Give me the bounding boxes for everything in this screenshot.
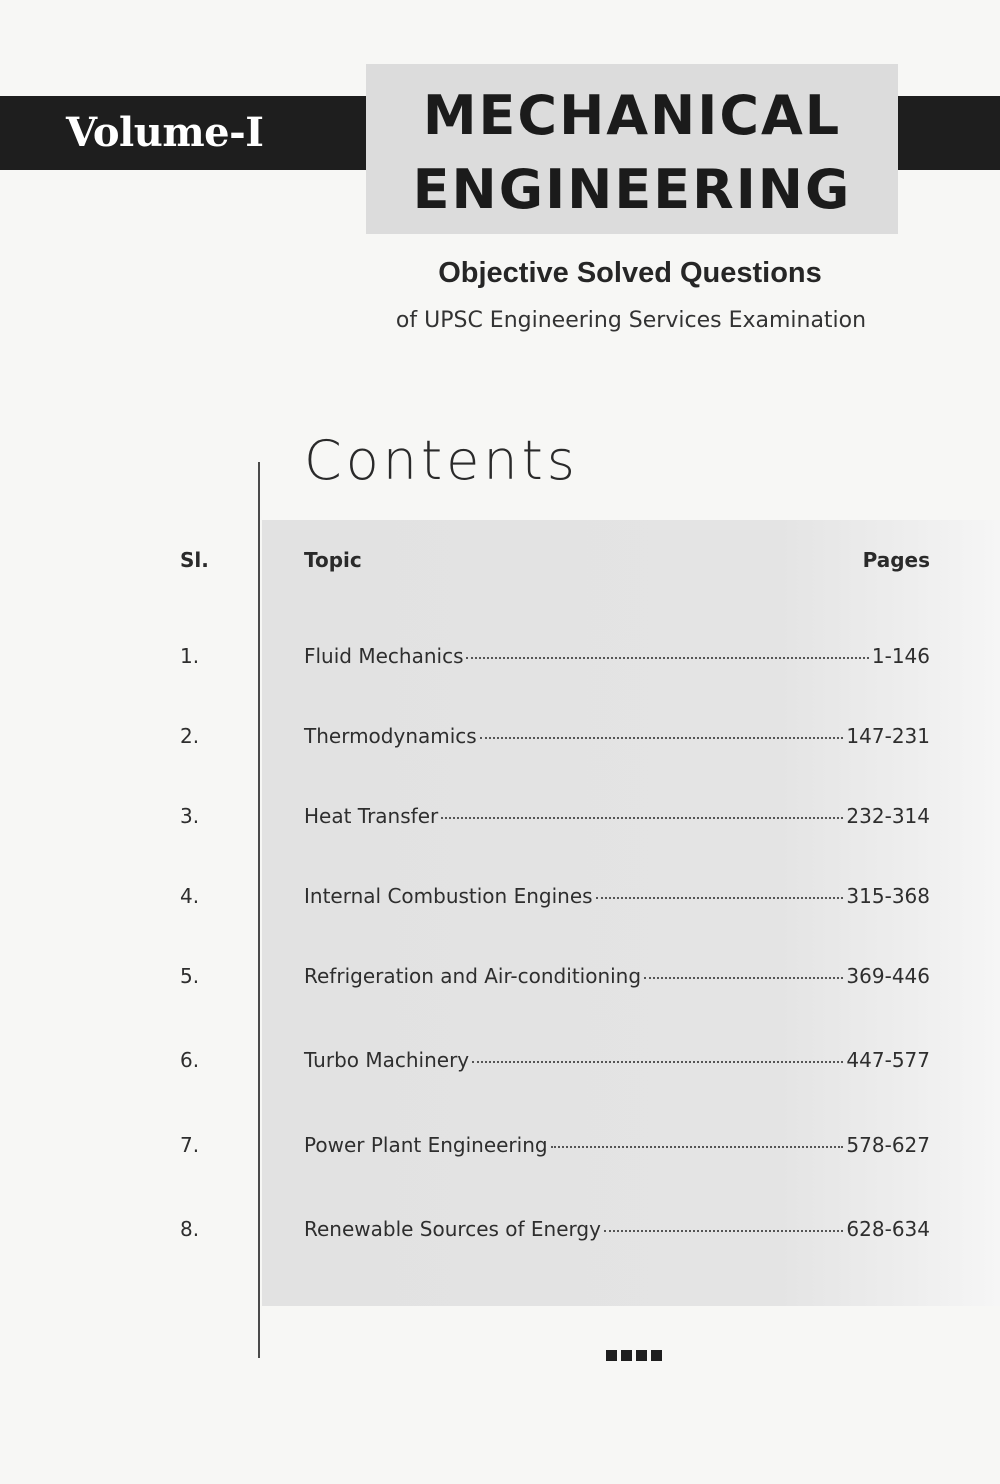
- dot-leader: [466, 657, 868, 659]
- toc-row: [0, 1212, 1000, 1246]
- toc-topic: Refrigeration and Air-conditioning: [304, 964, 642, 988]
- contents-heading: Contents: [304, 429, 579, 492]
- subtitle: Objective Solved Questions: [438, 257, 822, 289]
- toc-topic: Internal Combustion Engines: [304, 884, 593, 908]
- dot-leader: [596, 897, 844, 899]
- toc-entry: [304, 799, 930, 833]
- toc-pages: 147-231: [846, 724, 930, 748]
- subtitle-secondary: of UPSC Engineering Services Examination: [395, 308, 867, 333]
- toc-pages: 232-314: [846, 804, 930, 828]
- dot-leader: [604, 1230, 843, 1232]
- column-header-topic: Topic: [304, 548, 362, 572]
- toc-entry: [304, 1043, 930, 1077]
- dot-leader: [551, 1146, 844, 1148]
- dot-leader: [441, 817, 843, 819]
- toc-number: 2.: [180, 724, 200, 748]
- toc-number: 4.: [180, 884, 200, 908]
- toc-entry: [304, 879, 930, 913]
- book-title-line2: ENGINEERING: [412, 158, 852, 221]
- column-header-sl: Sl.: [180, 548, 209, 572]
- end-mark-square: [621, 1350, 632, 1361]
- toc-pages: 1-146: [871, 644, 930, 668]
- toc-entry: [304, 719, 930, 753]
- toc-entry: [304, 1212, 930, 1246]
- dot-leader: [480, 737, 844, 739]
- book-title-line1: MECHANICAL: [422, 84, 842, 147]
- toc-number: 7.: [180, 1133, 200, 1157]
- toc-number: 3.: [180, 804, 200, 828]
- toc-pages: 628-634: [846, 1217, 930, 1241]
- toc-pages: 369-446: [846, 964, 930, 988]
- toc-topic: Fluid Mechanics: [304, 644, 464, 668]
- dot-leader: [472, 1061, 843, 1063]
- toc-row: [0, 639, 1000, 673]
- contents-panel: [262, 520, 1000, 1306]
- toc-row: [0, 799, 1000, 833]
- toc-entry: [304, 1128, 930, 1162]
- toc-row: [0, 1128, 1000, 1162]
- toc-number: 1.: [180, 644, 200, 668]
- toc-entry: [304, 959, 930, 993]
- toc-topic: Renewable Sources of Energy: [304, 1217, 601, 1241]
- toc-topic: Heat Transfer: [304, 804, 439, 828]
- toc-number: 6.: [180, 1048, 200, 1072]
- toc-row: [0, 719, 1000, 753]
- toc-entry: [304, 639, 930, 673]
- column-header-pages: Pages: [862, 548, 930, 572]
- toc-topic: Thermodynamics: [304, 724, 477, 748]
- toc-row: [0, 879, 1000, 913]
- end-mark-square: [651, 1350, 662, 1361]
- volume-label: Volume-I: [66, 109, 264, 156]
- toc-topic: Power Plant Engineering: [304, 1133, 548, 1157]
- toc-number: 8.: [180, 1217, 200, 1241]
- toc-pages: 315-368: [846, 884, 930, 908]
- end-mark-square: [606, 1350, 617, 1361]
- toc-number: 5.: [180, 964, 200, 988]
- toc-pages: 447-577: [846, 1048, 930, 1072]
- toc-topic: Turbo Machinery: [304, 1048, 470, 1072]
- dot-leader: [644, 977, 843, 979]
- toc-pages: 578-627: [846, 1133, 930, 1157]
- toc-row: [0, 959, 1000, 993]
- toc-row: [0, 1043, 1000, 1077]
- end-mark-square: [636, 1350, 647, 1361]
- end-mark: [606, 1350, 662, 1361]
